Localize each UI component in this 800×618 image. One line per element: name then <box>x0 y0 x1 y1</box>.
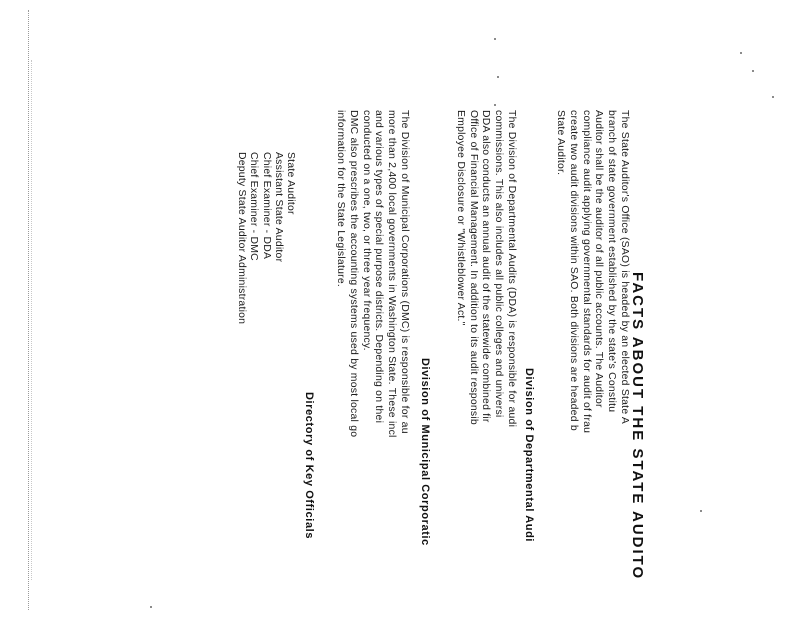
scan-speck <box>772 96 774 98</box>
dda-line: Employee Disclosure or "Whistleblower Act." <box>454 110 466 326</box>
dmc-line: conducted on a one, two, or three year frequency. <box>360 110 372 351</box>
officials-heading: Directory of Key Officials <box>303 392 315 540</box>
official-title: Deputy State Auditor Administration <box>236 152 248 325</box>
scan-speck <box>497 76 499 78</box>
official-title: Assistant State Auditor <box>272 152 284 263</box>
intro-line: compliance audit applying governmental standards for audit of frau <box>580 110 592 434</box>
intro-line: The State Auditor's Office (SAO) is headed by an elected State A <box>619 110 630 425</box>
dmc-line: more than 2,400 local governments in Washington State. These incl <box>386 110 398 438</box>
scan-edge <box>28 10 29 610</box>
scan-speck <box>494 38 496 40</box>
dda-heading: Division of Departmental Audi <box>523 368 535 543</box>
dmc-line: The Division of Municipal Corporations (DMC) is responsible for au <box>399 110 410 434</box>
intro-line: Auditor shall be the auditor of all public accounts. The Auditor <box>593 110 605 408</box>
dmc-line: and various types of special purpose districts. Depending on thei <box>373 110 385 424</box>
scan-speck <box>150 606 152 608</box>
scan-speck <box>700 510 702 512</box>
dda-line: commissions. This also includes all public colleges and universi <box>493 110 505 418</box>
dda-line: DDA also conducts an annual audit of the statewide combined fir <box>480 110 492 423</box>
intro-line: create two audit divisions within SAO. Both divisions are headed b <box>567 110 579 431</box>
dda-line: Office of Financial Management. In addition to its audit responsib <box>467 110 479 425</box>
dmc-line: DMC also prescribes the accounting systems used by most local go <box>347 110 359 438</box>
dmc-line: information for the State Legislature. <box>335 110 346 287</box>
dmc-heading: Division of Municipal Corporatic <box>419 358 431 546</box>
scan-speck <box>494 104 496 106</box>
scan-speck <box>740 52 742 54</box>
official-title: Chief Examiner - DMC <box>248 152 260 261</box>
document-title: FACTS ABOUT THE STATE AUDITO <box>629 272 646 581</box>
scan-speck <box>752 70 754 72</box>
dda-line: The Division of Departmental Audits (DDA) is responsible for audi <box>506 110 517 428</box>
intro-line: branch of state government established by the state's Constitu <box>606 110 618 413</box>
intro-line: State Auditor. <box>555 110 566 176</box>
official-title: Chief Examiner - DDA <box>260 152 272 260</box>
official-title: State Auditor <box>285 152 296 215</box>
scan-edge-inner <box>31 60 32 580</box>
